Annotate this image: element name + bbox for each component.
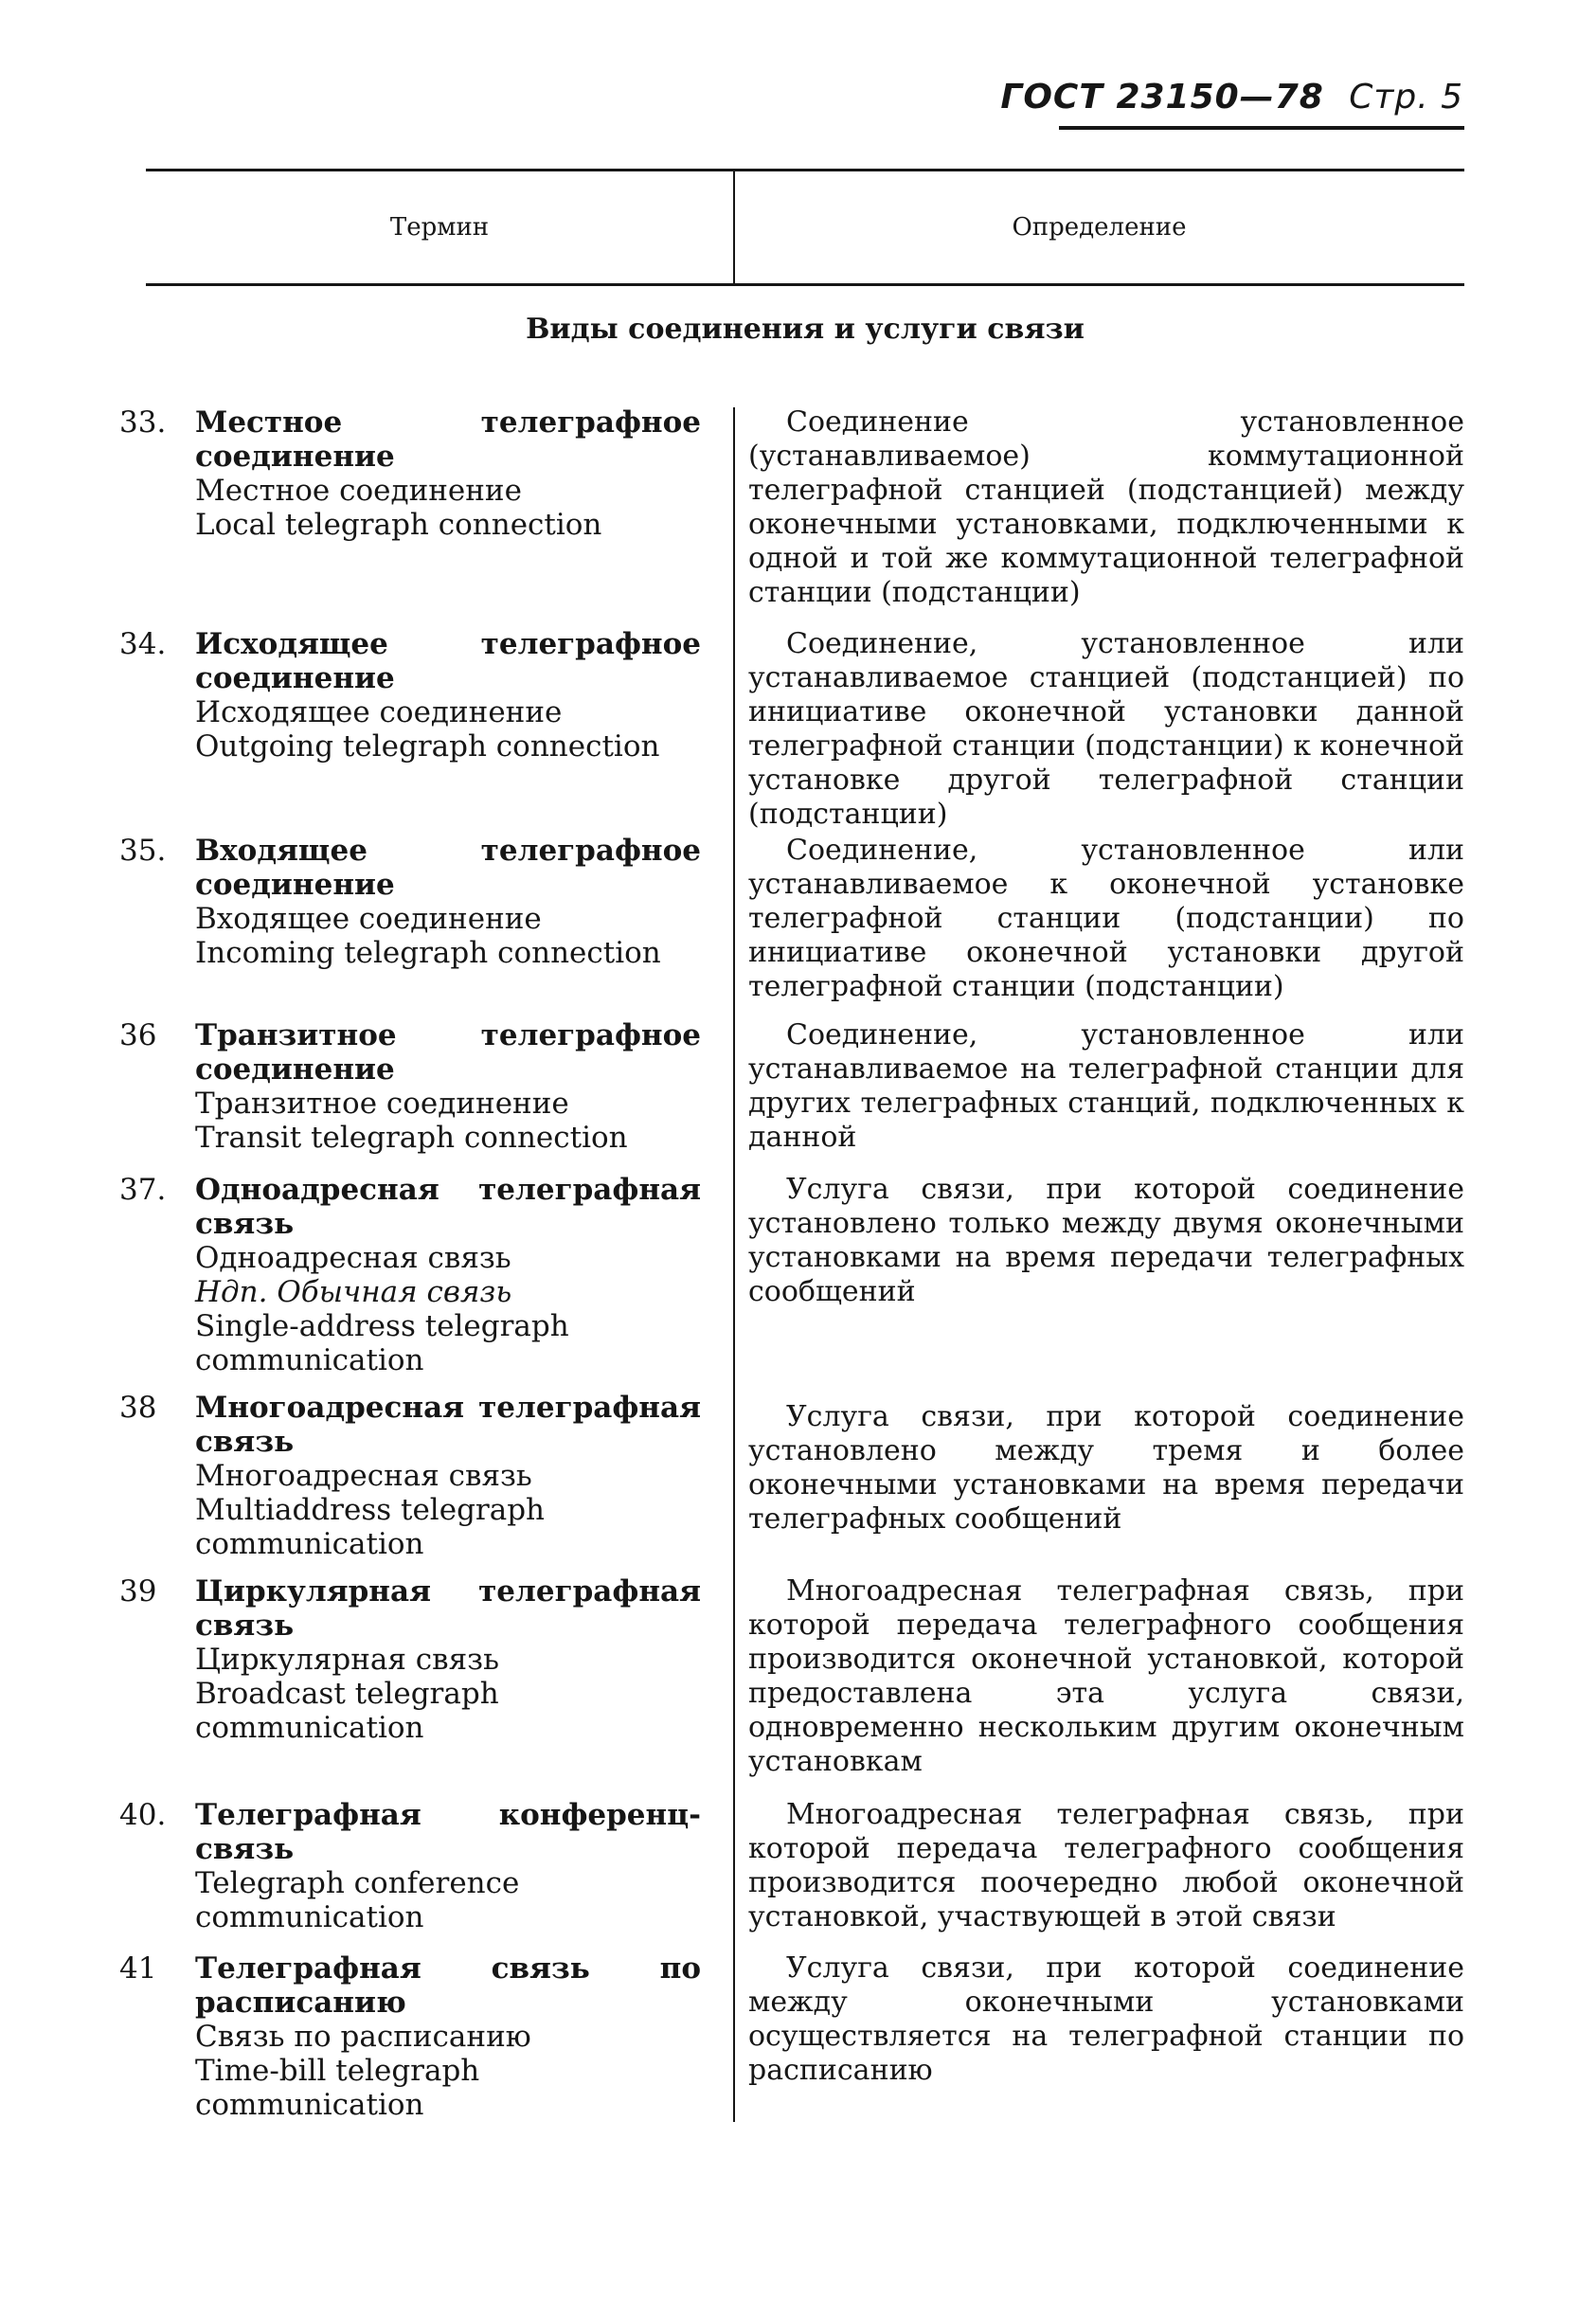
term-short-form: Входящее соединение (195, 902, 542, 936)
term-name: Телеграфная связь по расписанию (195, 1951, 701, 2020)
term-name: Циркулярная телеграфная связь (195, 1574, 701, 1643)
term-name: Транзитное телеграфное соединение (195, 1018, 701, 1087)
term-short-form: Одноадресная связь (195, 1241, 511, 1275)
term-definition: Многоадресная телеграфная связь, при которой передача телеграфного сообщения производится оконечной установкой, которой предоставлена эта услуга связи, одновременно нескольким другим оконечным установкам (748, 1574, 1464, 1778)
term-short-form: Транзитное соединение (195, 1087, 569, 1121)
column-divider (733, 407, 735, 2122)
page-header (1000, 78, 1463, 117)
term-name: Местное телеграфное соединение (195, 405, 701, 474)
term-definition: Соединение, установленное или устанавливаемое станцией (подстанцией) по инициативе оконечной установки данной телеграфной станции (подстанции) к конечной установке другой телеграфной станции (подстанции) (748, 627, 1464, 831)
term-cell (119, 1018, 701, 1155)
term-definition: Соединение установленное (устанавливаемое) коммутационной телеграфной станцией (подстанцией) между оконечными установками, подключенными к одной и той же коммутационной телеграфной станции (подстанции) (748, 405, 1464, 609)
term-english: Transit telegraph connection (195, 1121, 628, 1155)
term-definition: Соединение, установленное или устанавливаемое на телеграфной станции для других телеграфных станций, подключенных к данной (748, 1018, 1464, 1154)
term-number: 37. (119, 1173, 167, 1207)
term-short-form: Циркулярная связь (195, 1643, 499, 1677)
term-english: Time-bill telegraph communication (195, 2054, 480, 2122)
term-english: Outgoing telegraph connection (195, 729, 660, 764)
section-title: Виды соединения и услуги связи (526, 313, 1085, 346)
term-definition: Услуга связи, при которой соединение установлено только между двумя оконечными установками на время передачи телеграфных сообщений (748, 1173, 1464, 1308)
term-definition: Услуга связи, при которой соединение между оконечными установками осуществляется на телеграфной станции по расписанию (748, 1951, 1464, 2087)
term-name: Входящее телеграфное соединение (195, 834, 701, 902)
term-number: 38 (119, 1391, 157, 1425)
term-english: Telegraph conference communication (195, 1866, 520, 1934)
column-header-terms: Термин (389, 213, 490, 242)
term-definition: Услуга связи, при которой соединение установлено между тремя и более оконечными установками на время передачи телеграфных сообщений (748, 1400, 1464, 1536)
term-number: 35. (119, 834, 167, 868)
term-english: Incoming telegraph connection (195, 936, 661, 970)
column-header-definition: Определение (1012, 213, 1187, 242)
term-english: Broadcast telegraph communication (195, 1677, 499, 1745)
term-number: 40. (119, 1798, 167, 1832)
term-definition: Многоадресная телеграфная связь, при которой передача телеграфного сообщения производится поочередно любой оконечной установкой, участвующей в этой связи (748, 1798, 1464, 1933)
term-english: Multiaddress telegraph communication (195, 1493, 546, 1561)
term-name: Исходящее телеграфное соединение (195, 627, 701, 695)
term-cell (119, 627, 701, 764)
term-cell (119, 834, 701, 970)
term-obsolete-form: Ндп. Обычная связь (195, 1275, 512, 1309)
table-header (146, 169, 1464, 286)
term-english: Local telegraph connection (195, 508, 602, 542)
term-cell (119, 1391, 701, 1561)
term-cell (119, 1173, 701, 1377)
term-cell (119, 1798, 701, 1934)
term-cell (119, 1574, 701, 1745)
term-english: Single-address telegraph communication (195, 1309, 569, 1377)
header-rule (1059, 126, 1464, 130)
term-cell (119, 1951, 701, 2122)
term-short-form: Местное соединение (195, 474, 522, 508)
page-number: Стр. 5 (1349, 78, 1463, 117)
term-number: 33. (119, 405, 167, 440)
term-short-form: Многоадресная связь (195, 1459, 532, 1493)
standard-number: ГОСТ 23150—78 (1000, 78, 1324, 117)
term-number: 41 (119, 1951, 157, 1986)
term-name: Многоадресная телеграфная связь (195, 1391, 701, 1459)
term-number: 39 (119, 1574, 157, 1609)
term-number: 34. (119, 627, 167, 661)
term-definition: Соединение, установленное или устанавливаемое к оконечной установке телеграфной станции (подстанции) по инициативе оконечной установки другой телеграфной станции (подстанции) (748, 834, 1464, 1003)
term-name: Телеграфная конференц-связь (195, 1798, 701, 1866)
term-short-form: Исходящее соединение (195, 695, 563, 729)
term-cell (119, 405, 701, 542)
term-name: Одноадресная телеграфная связь (195, 1173, 701, 1241)
term-number: 36 (119, 1018, 157, 1052)
term-short-form: Связь по расписанию (195, 2020, 531, 2054)
